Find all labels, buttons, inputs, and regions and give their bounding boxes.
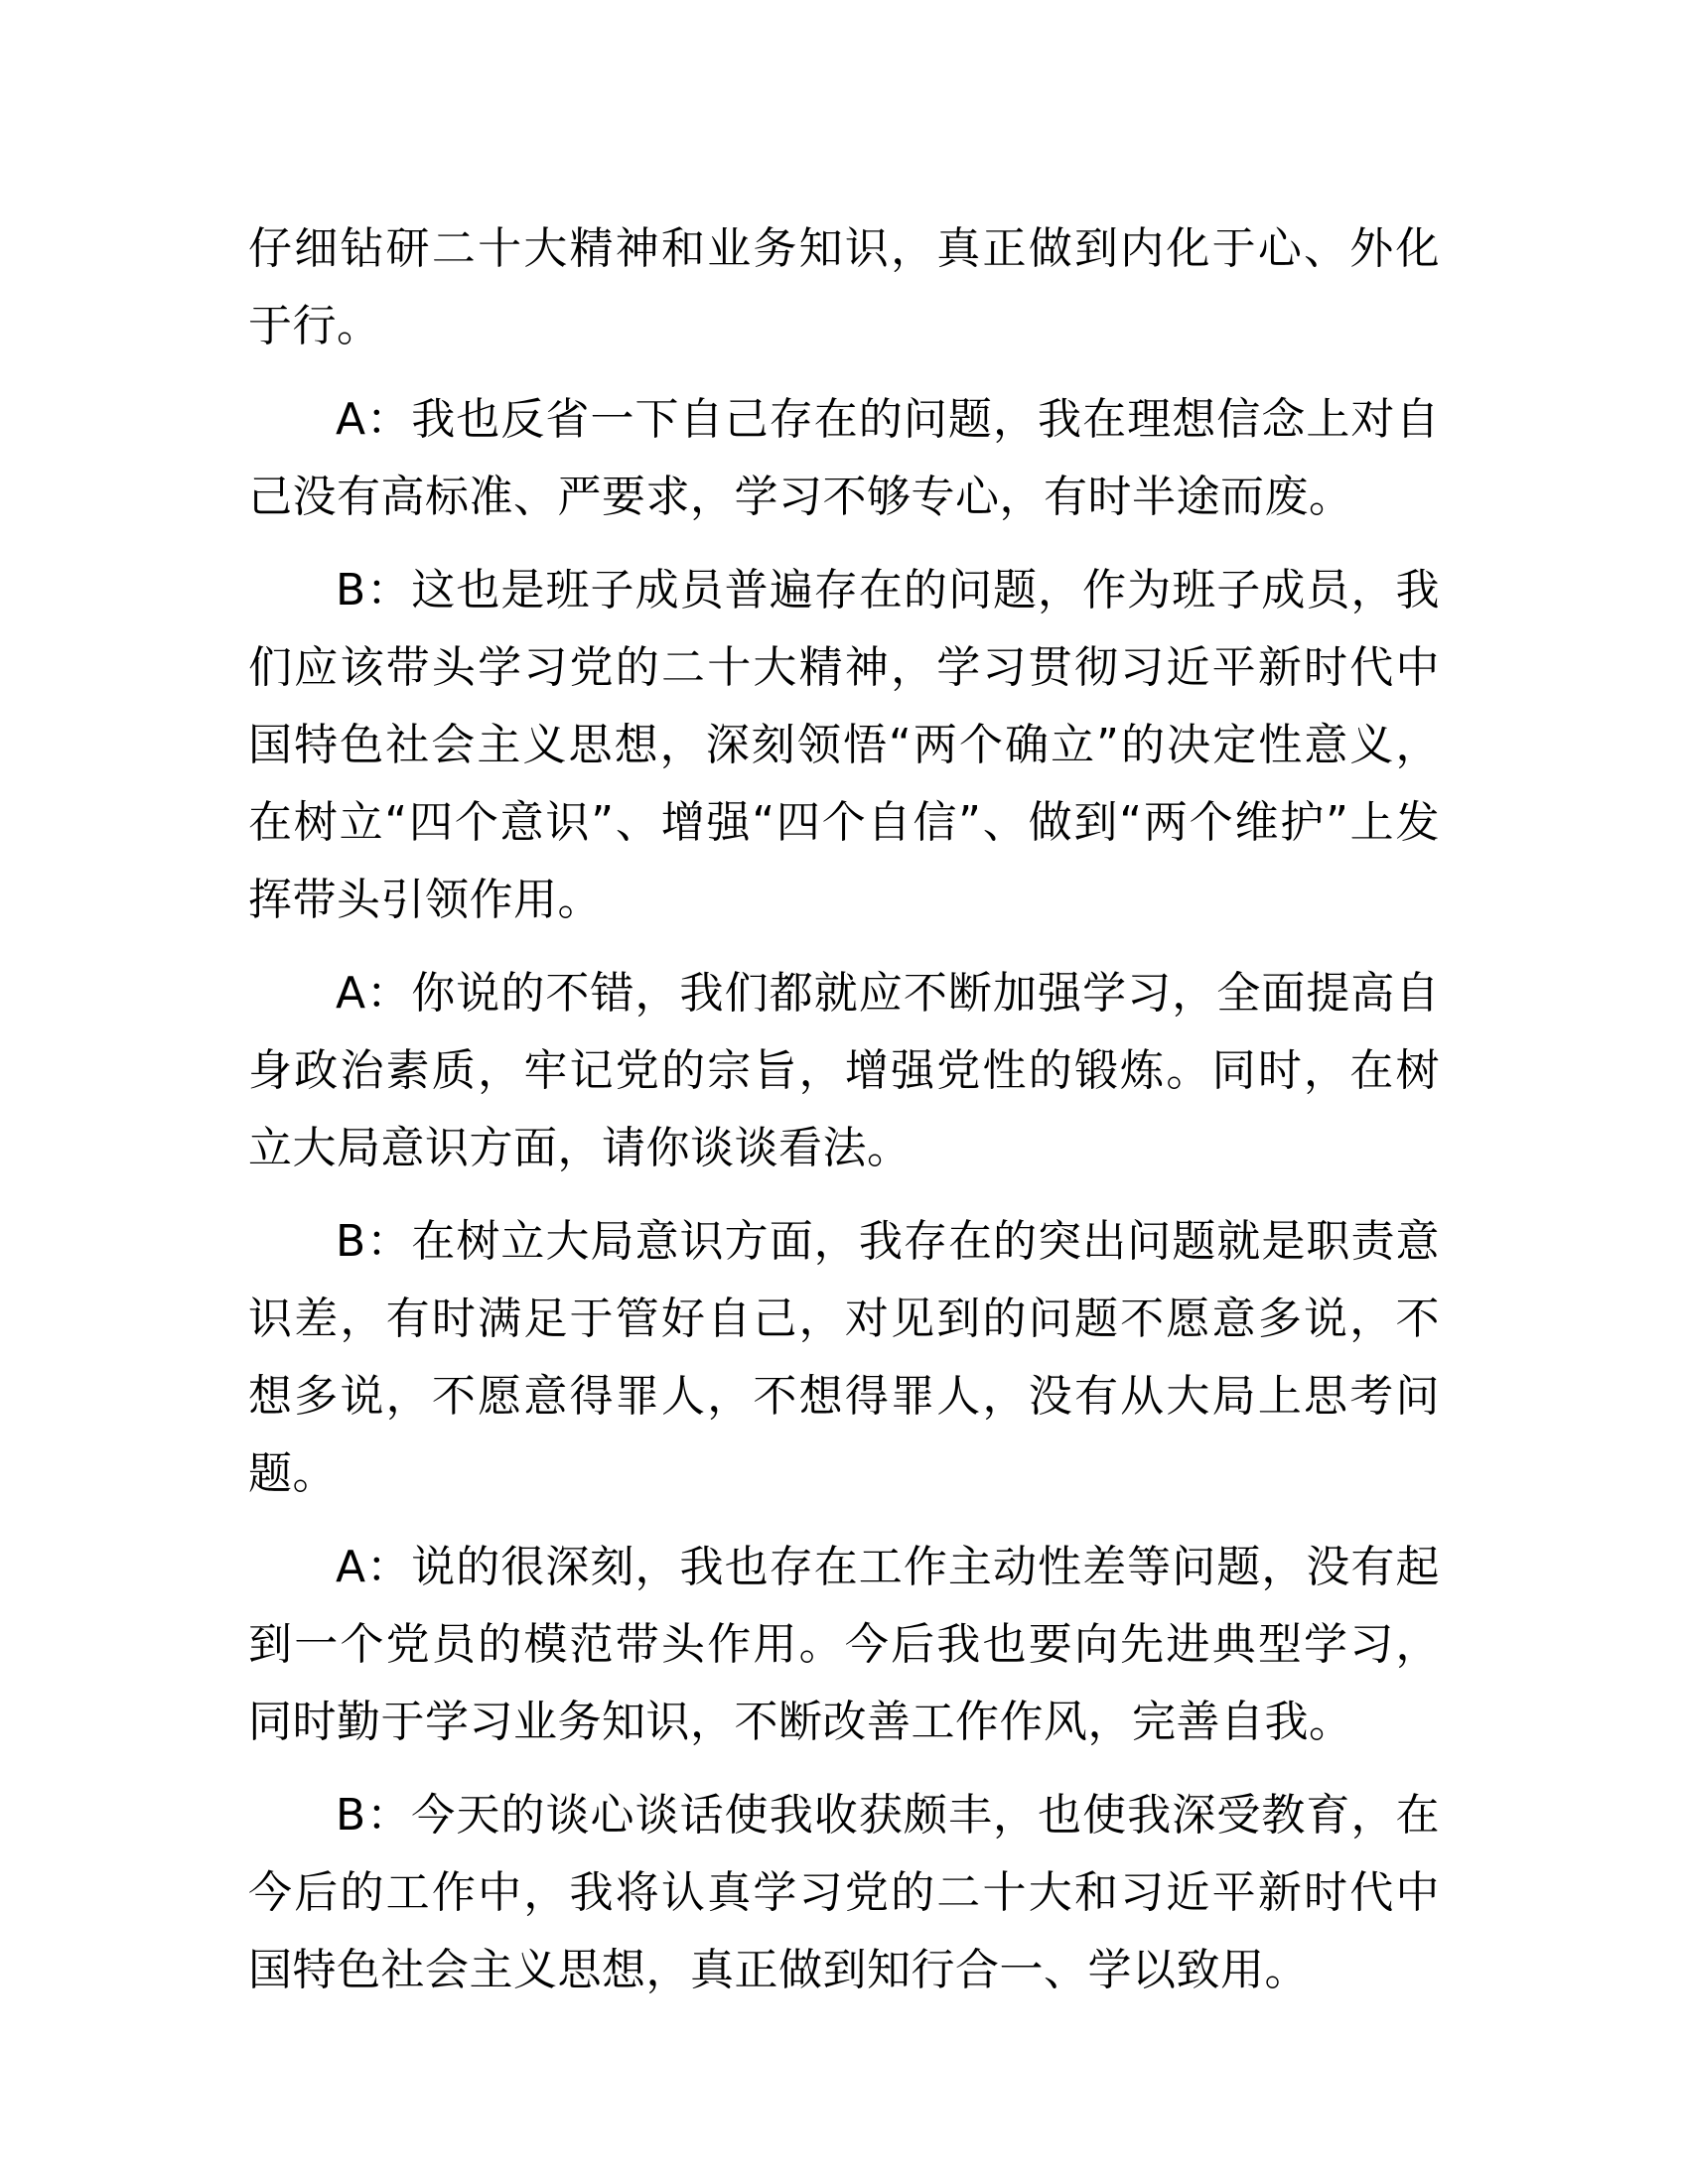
paragraph-b-common-problem: B：这也是班子成员普遍存在的问题，作为班子成员，我们应该带头学习党的二十大精神，学习贯彻习近平新时代中国特色社会主义思想，深刻领悟“两个确立”的决定性意义，在树立“四个意识”、增强“四个自信”、做到“两个维护”上发挥带头引领作用。 bbox=[248, 565, 1440, 925]
paragraph-b-conclusion: B：今天的谈心谈话使我收获颇丰，也使我深受教育，在今后的工作中，我将认真学习党的二十大和习近平新时代中国特色社会主义思想，真正做到知行合一、学以致用。 bbox=[248, 1790, 1440, 1995]
paragraph-a-initiative: A：说的很深刻，我也存在工作主动性差等问题，没有起到一个党员的模范带头作用。今后我也要向先进典型学习，同时勤于学习业务知识，不断改善工作作风，完善自我。 bbox=[248, 1542, 1440, 1747]
document-body bbox=[248, 210, 1440, 2025]
paragraph-a-strengthen-study: A：你说的不错，我们都就应不断加强学习，全面提高自身政治素质，牢记党的宗旨，增强党性的锻炼。同时，在树立大局意识方面，请你谈谈看法。 bbox=[248, 968, 1440, 1173]
paragraph-a-self-reflection: A：我也反省一下自己存在的问题，我在理想信念上对自己没有高标准、严要求，学习不够专心，有时半途而废。 bbox=[248, 394, 1440, 522]
paragraph-b-overall-awareness: B：在树立大局意识方面，我存在的突出问题就是职责意识差，有时满足于管好自己，对见到的问题不愿意多说，不想多说，不愿意得罪人，不想得罪人，没有从大局上思考问题。 bbox=[248, 1216, 1440, 1499]
paragraph-continuation: 仔细钻研二十大精神和业务知识，真正做到内化于心、外化于行。 bbox=[248, 223, 1440, 351]
